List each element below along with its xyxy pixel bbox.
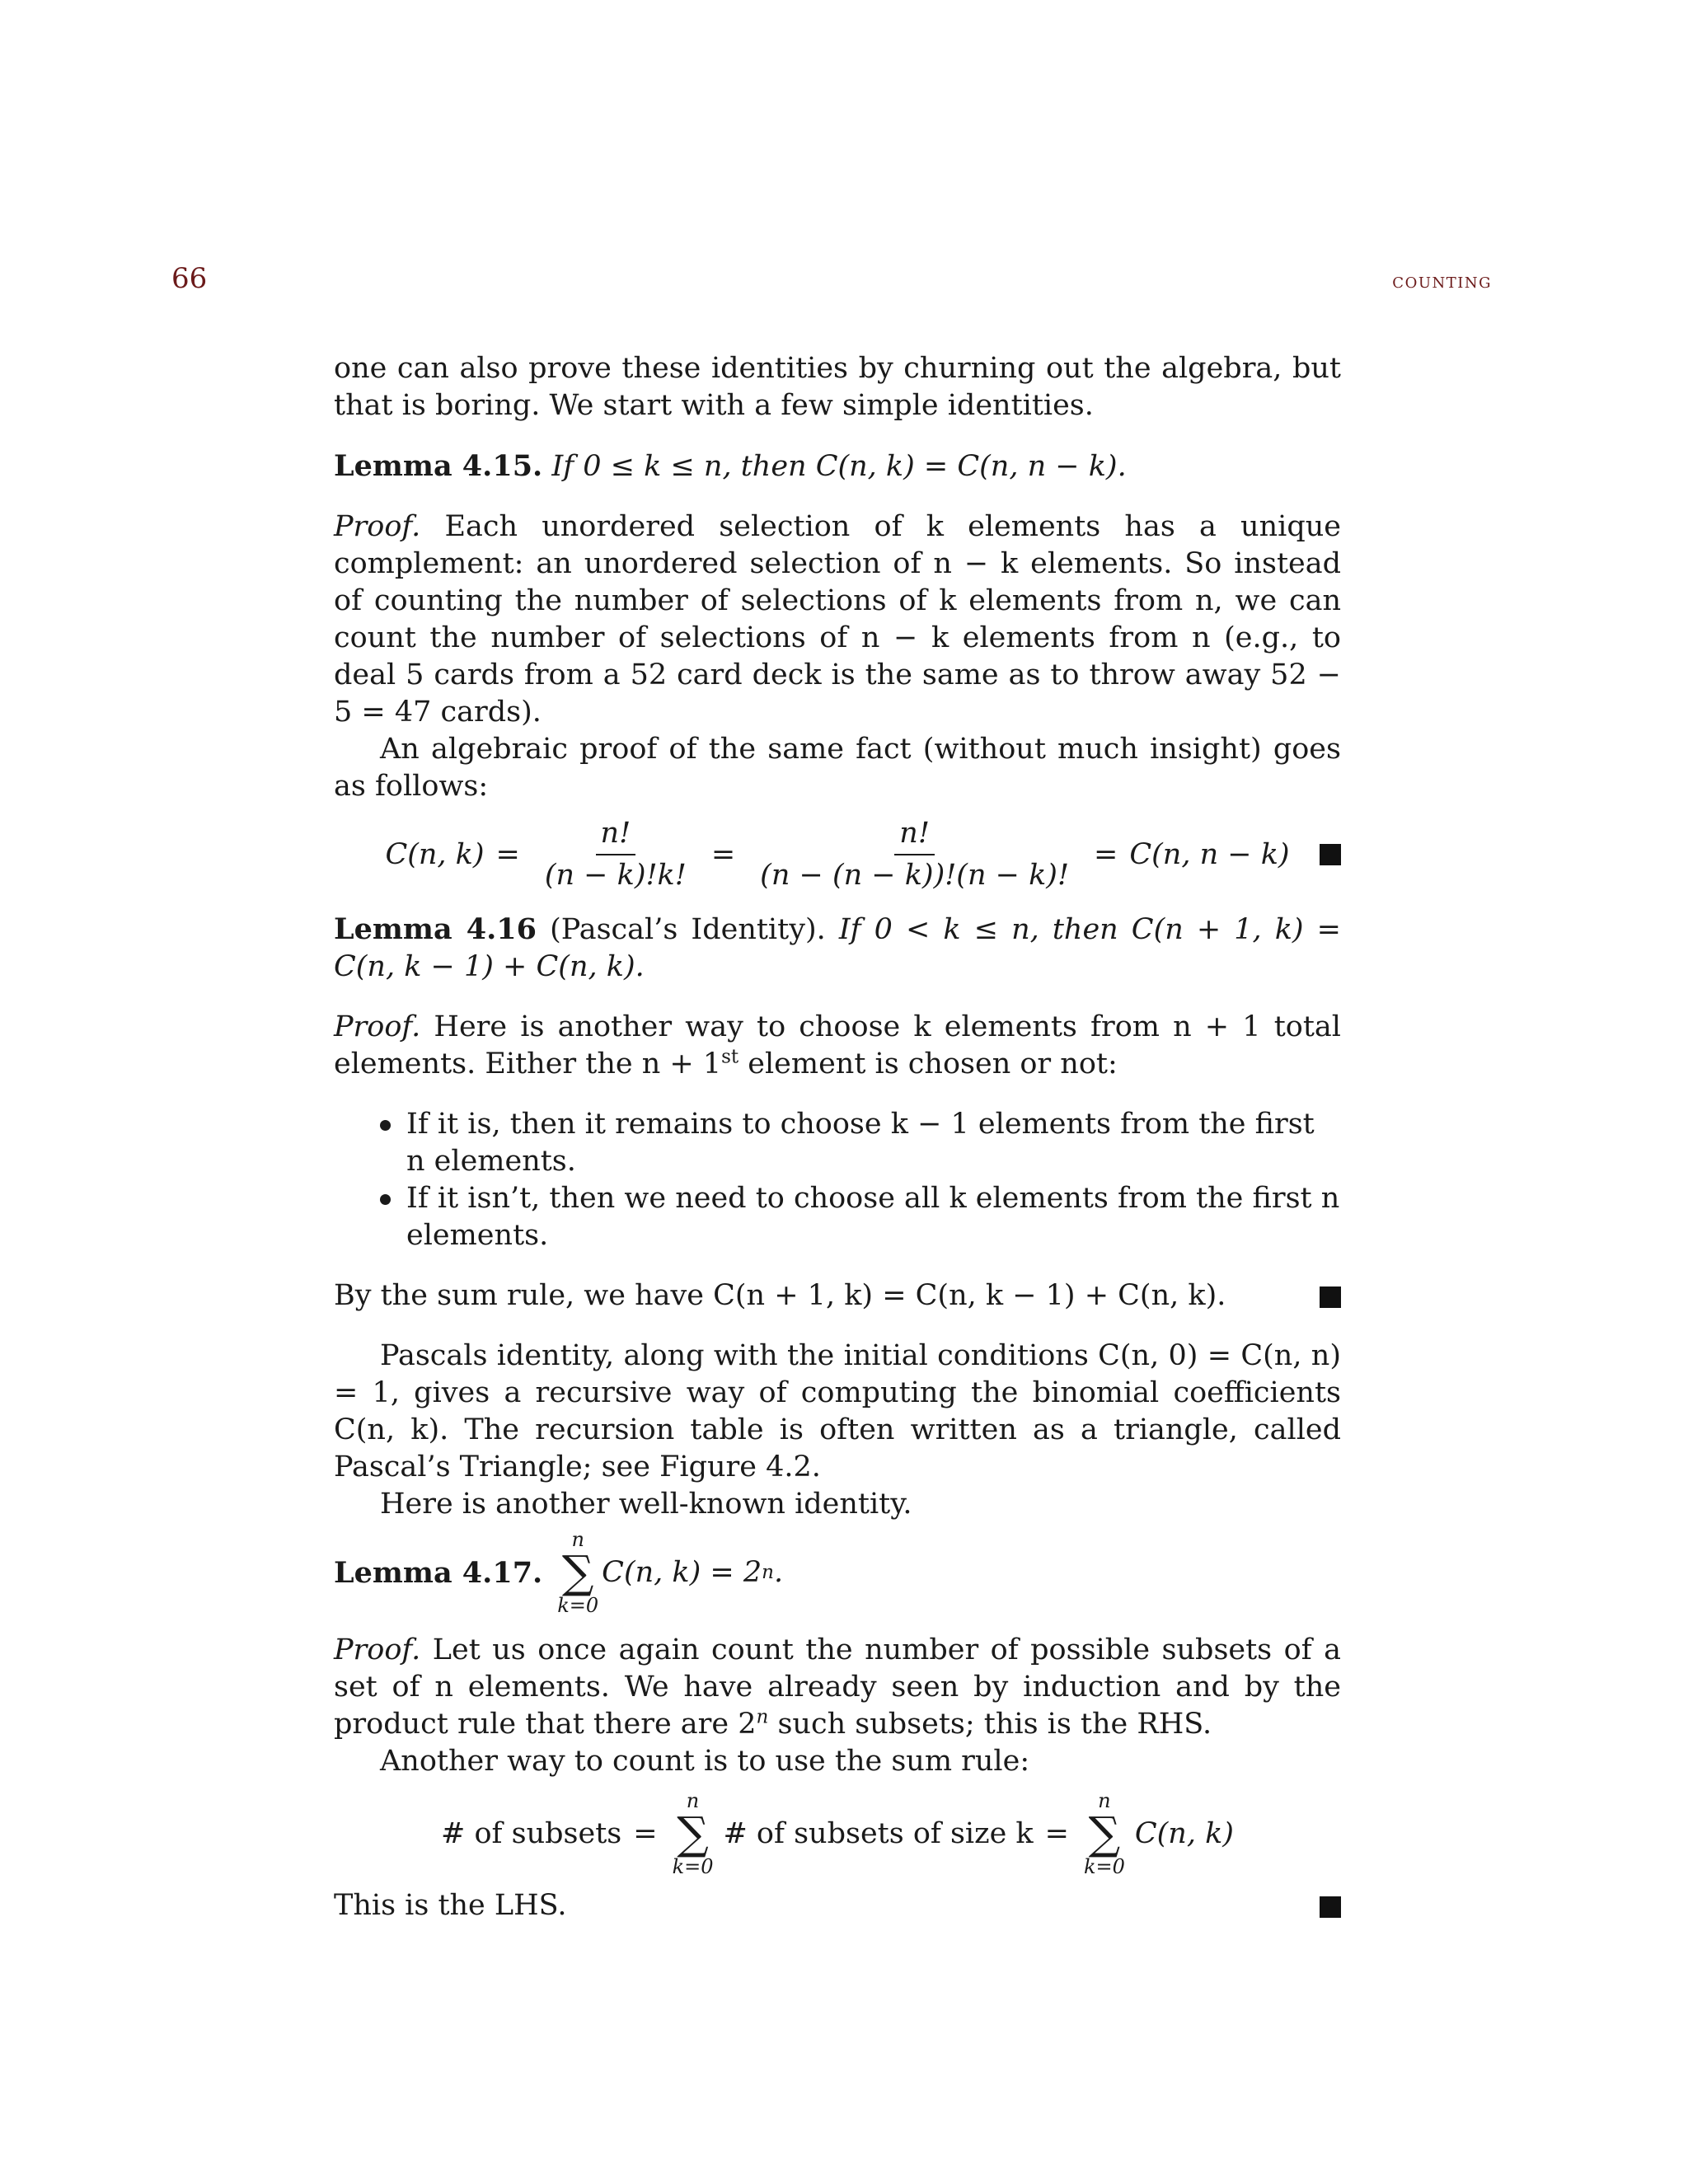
exponent: n: [756, 1706, 769, 1728]
proof-text: Here is another way to choose k elements from n + 1 total elements. Either the n + 1: [334, 1010, 1341, 1080]
equals-sign: =: [1094, 837, 1118, 871]
sum-rule-conclusion: [334, 1277, 1341, 1315]
lemma-4-17: Lemma 4.17. n ∑ k=0 C(n, k) = 2 n .: [334, 1528, 784, 1617]
sum-upper-limit: n: [1098, 1789, 1111, 1812]
sum-upper-limit: n: [686, 1789, 700, 1812]
another-identity: Here is another well-known identity.: [380, 1488, 912, 1521]
eq-rhs: C(n, k): [1134, 1816, 1234, 1850]
fraction-1: [540, 815, 692, 894]
fraction-denominator: (n − k)!k!: [544, 859, 687, 892]
lemma-4-16: [334, 911, 1341, 986]
fraction-denominator: (n − (n − k))!(n − k)!: [760, 859, 1070, 892]
proof-4-15: [334, 509, 1341, 731]
equation-4-15: [334, 805, 1341, 904]
lhs-conclusion: [334, 1887, 1341, 1924]
page-number: 66: [171, 262, 208, 295]
proof-text-continued: such subsets; this is the RHS.: [768, 1708, 1212, 1741]
lemma-label: Lemma 4.17.: [334, 1555, 543, 1590]
fraction-numerator: n!: [596, 815, 636, 855]
summation: [673, 1790, 714, 1877]
sigma-icon: ∑: [561, 1546, 594, 1598]
proof-label: Proof.: [334, 510, 421, 543]
equation-4-17: [334, 1780, 1341, 1887]
proof-text-continued: element is chosen or not:: [738, 1047, 1118, 1080]
sum-lower-limit: k=0: [557, 1594, 599, 1617]
sum-upper-limit: n: [571, 1528, 584, 1551]
proof-4-16: [334, 1009, 1341, 1083]
summation: [1084, 1790, 1125, 1877]
eq-lhs: C(n, k): [385, 837, 485, 871]
qed-square-icon: [1320, 844, 1341, 865]
lemma-statement: If 0 < k ≤ n, then C(n + 1, k) = C(n, k − 1) + C(n, k).: [334, 913, 1341, 983]
statement-end: .: [773, 1555, 784, 1589]
summation: [557, 1529, 598, 1616]
page-body: [334, 350, 1341, 1924]
equals-sign: =: [1044, 1816, 1069, 1850]
lemma-statement: If 0 ≤ k ≤ n, then C(n, k) = C(n, n − k).: [551, 450, 1127, 483]
lemma-name: (Pascal’s Identity).: [550, 913, 826, 946]
ordinal-suffix: st: [721, 1046, 739, 1068]
proof-text: Each unordered selection of k elements has a unique complement: an unordered selection of n − k elements. So instead of counting the number of selections of k elements from n, we can count the number of selections of n − k elements from n (e.g., to deal 5 cards from a 52 card deck is the same as to throw away 52 − 5 = 47 cards).: [334, 510, 1341, 729]
equals-sign: =: [633, 1816, 658, 1850]
algebraic-intro: An algebraic proof of the same fact (without much insight) goes as follows:: [334, 733, 1341, 803]
sum-lower-limit: k=0: [672, 1855, 714, 1878]
proof-label: Proof.: [334, 1633, 421, 1666]
lemma-label: Lemma 4.16: [334, 912, 537, 946]
qed-square-icon: [1320, 1896, 1341, 1918]
running-title: counting: [1392, 269, 1492, 293]
qed-square-icon: [1320, 1286, 1341, 1308]
sum-body: C(n, k) = 2: [602, 1555, 762, 1589]
proof-label: Proof.: [334, 1010, 421, 1043]
eq-lhs: # of subsets: [441, 1816, 622, 1850]
fraction-numerator: n!: [894, 815, 935, 855]
eq-middle: # of subsets of size k: [723, 1816, 1034, 1850]
proof-4-17: [334, 1632, 1341, 1743]
intro-paragraph: one can also prove these identities by churning out the algebra, but that is boring. We start with a few simple identities.: [334, 352, 1341, 422]
sum-lower-limit: k=0: [1083, 1855, 1125, 1878]
sigma-icon: ∑: [677, 1807, 709, 1859]
eq-rhs: C(n, n − k): [1129, 837, 1290, 871]
another-way: Another way to count is to use the sum rule:: [380, 1745, 1030, 1778]
sigma-icon: ∑: [1088, 1807, 1121, 1859]
proof-text: Let us once again count the number of possible subsets of a set of n elements. We have already seen by induction and by the product rule that there are 2: [334, 1633, 1341, 1741]
list-item: If it is, then it remains to choose k − 1 elements from the first n elements.: [380, 1106, 1341, 1180]
list-item: If it isn’t, then we need to choose all k elements from the first n elements.: [380, 1180, 1341, 1254]
lemma-label: Lemma 4.15.: [334, 449, 543, 483]
pascal-paragraph: Pascals identity, along with the initial conditions C(n, 0) = C(n, n) = 1, gives a recursive way of computing the binomial coefficients C(n, k). The recursion table is often written as a triangle, called Pascal’s Triangle; see Figure 4.2.: [334, 1339, 1341, 1483]
equals-sign: =: [710, 837, 736, 871]
conclusion-text: This is the LHS.: [334, 1889, 567, 1922]
case-list: [334, 1106, 1341, 1254]
equals-sign: =: [495, 837, 520, 871]
conclusion-text: By the sum rule, we have C(n + 1, k) = C(n, k − 1) + C(n, k).: [334, 1279, 1226, 1312]
lemma-4-15: [334, 448, 1341, 485]
fraction-2: [755, 815, 1074, 894]
